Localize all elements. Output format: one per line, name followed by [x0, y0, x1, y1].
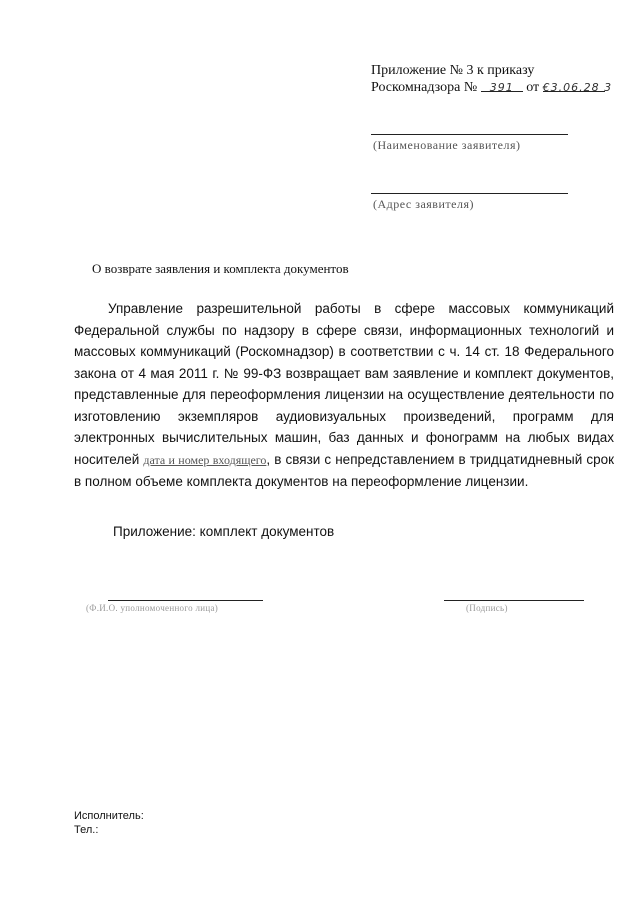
applicant-name-line — [371, 134, 568, 135]
applicant-address-line — [371, 193, 568, 194]
applicant-address-caption: (Адрес заявителя) — [373, 197, 474, 211]
order-date-field — [542, 79, 613, 94]
phone-label: Тел.: — [74, 824, 99, 836]
annex-title: Приложение № 3 к приказу — [371, 63, 535, 78]
body-text-end: , в связи с непредставлением в тридцатидневный срок в полном объеме комплекта документов на переоформление лицензии. — [74, 451, 614, 489]
body-paragraph — [74, 298, 614, 493]
footer — [74, 809, 144, 837]
order-date-label: от — [526, 80, 540, 95]
executor-label: Исполнитель: — [74, 810, 144, 822]
official-name-line — [108, 600, 263, 601]
official-name-caption: (Ф.И.О. уполномоченного лица) — [86, 603, 219, 613]
order-number-field — [481, 79, 523, 92]
applicant-name-caption: (Наименование заявителя) — [373, 138, 521, 152]
signature-caption: (Подпись) — [466, 603, 508, 613]
signature-line — [444, 600, 584, 601]
order-date-value: €3.06.28 3 — [542, 81, 613, 94]
order-number-value: 391 — [489, 81, 514, 94]
attachment-note: Приложение: комплект документов — [113, 524, 335, 539]
incoming-number-blank: дата и номер входящего — [143, 452, 267, 467]
document-subject: О возврате заявления и комплекта документов — [92, 261, 349, 276]
annex-header — [371, 62, 613, 96]
body-text-main: Управление разрешительной работы в сфере массовых коммуникаций Федеральной службы по надзору в сфере связи, информационных технологий и массовых коммуникаций (Роскомнадзор) в соответствии с ч. 14 ст. 18 Федерального закона от 4 мая 2011 г. № 99-ФЗ возвращает вам заявление и комплект документов, представленные для переоформления лицензии на осуществление деятельности по изготовлению экземпляров аудиовизуальных произведений, программ для электронных вычислительных машин, баз данных и фонограмм на любых видах носителей — [74, 301, 614, 467]
order-number-label: Роскомнадзора № — [371, 80, 478, 95]
annex-order-line — [371, 79, 613, 96]
